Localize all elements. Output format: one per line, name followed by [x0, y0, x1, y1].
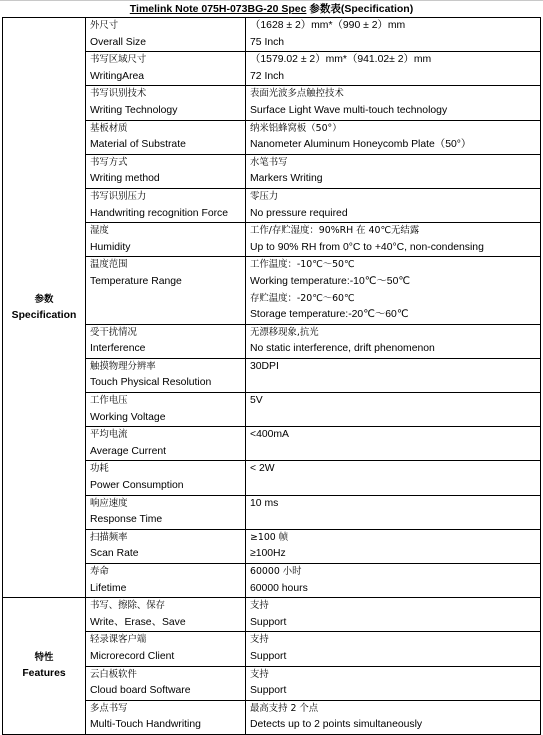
param-cell-microrecord-client	[86, 632, 246, 666]
value-line: Markers Writing	[250, 173, 323, 185]
value-line: Support	[250, 650, 287, 662]
param-name-zh: 轻录课客户端	[90, 634, 147, 646]
param-cell-touch-physical-resolution	[86, 358, 246, 392]
value-line: 72 Inch	[250, 70, 285, 82]
value-line: Nanometer Aluminum Honeycomb Plate（50°）	[250, 139, 472, 151]
param-name-zh: 书写方式	[90, 156, 128, 168]
value-line: 工作/存贮湿度：90%RH 在 40℃无结露	[250, 225, 420, 237]
value-line: 纳米铝蜂窝板（50°）	[250, 122, 342, 134]
value-cell-lifetime	[246, 564, 541, 598]
value-line: < 2W	[250, 463, 275, 475]
value-cell-average-current	[246, 427, 541, 461]
value-cell-multi-touch-handwriting	[246, 700, 541, 734]
param-name-zh: 书写识别技术	[90, 88, 147, 100]
param-name-zh: 书写、擦除、保存	[90, 600, 166, 612]
top-border-line	[0, 0, 543, 1]
value-line: Support	[250, 616, 287, 628]
value-cell-material-of-substrate	[246, 120, 541, 154]
value-line: 工作温度：-10℃～50℃	[250, 259, 355, 271]
value-line: 10 ms	[250, 497, 279, 509]
param-cell-handwriting-recognition-force	[86, 188, 246, 222]
param-name-en: Material of Substrate	[90, 139, 186, 151]
param-name-zh: 工作电压	[90, 395, 128, 407]
param-name-en: Temperature Range	[90, 275, 182, 287]
value-cell-temperature-range	[246, 257, 541, 324]
param-cell-scan-rate	[86, 529, 246, 563]
param-cell-writing-technology	[86, 86, 246, 120]
value-line: 支持	[250, 600, 269, 612]
param-name-zh: 扫描频率	[90, 531, 128, 543]
value-line: 60000 hours	[250, 582, 308, 594]
param-name-en: Writing Technology	[90, 104, 178, 116]
param-name-zh: 基板材质	[90, 122, 128, 134]
document-title	[0, 3, 543, 16]
value-line: No static interference, drift phenomenon	[250, 343, 435, 355]
value-line	[250, 444, 540, 461]
value-line: （1628 ± 2）mm*（990 ± 2）mm	[250, 20, 406, 31]
param-cell-writing-method	[86, 154, 246, 188]
param-name-en: Average Current	[90, 445, 167, 457]
param-cell-temperature-range	[86, 257, 246, 324]
spec-row	[3, 18, 541, 52]
group-label-zh: 特性	[34, 652, 54, 664]
param-name-zh: 湿度	[90, 225, 109, 237]
param-name-en: Working Voltage	[90, 411, 166, 423]
param-name-en: Touch Physical Resolution	[90, 377, 212, 389]
param-cell-material-of-substrate	[86, 120, 246, 154]
param-name-en: Multi-Touch Handwriting	[90, 719, 201, 731]
value-line: （1579.02 ± 2）mm*（941.02± 2）mm	[250, 54, 432, 66]
value-cell-writingarea	[246, 52, 541, 86]
value-cell-humidity	[246, 223, 541, 257]
value-cell-writing-method	[246, 154, 541, 188]
value-line	[250, 512, 540, 529]
value-line: 水笔书写	[250, 156, 288, 168]
value-line: 最高支持 2 个点	[250, 702, 319, 714]
param-name-zh: 温度范围	[90, 259, 128, 271]
param-cell-response-time	[86, 495, 246, 529]
param-name-en: Overall Size	[90, 36, 147, 48]
param-name-en: Scan Rate	[90, 548, 139, 560]
param-name-en: Cloud board Software	[90, 685, 191, 697]
value-cell-interference	[246, 324, 541, 358]
value-line: No pressure required	[250, 207, 348, 219]
param-name-zh: 触摸物理分辨率	[90, 360, 156, 372]
document-title-model: Timelink Note 075H-073BG-20 Spec	[129, 3, 307, 15]
group-label-en: Features	[22, 668, 66, 680]
value-line: 零压力	[250, 190, 279, 202]
param-name-zh: 书写区域尺寸	[90, 54, 147, 66]
param-name-zh: 平均电流	[90, 429, 128, 441]
value-line: Working temperature:-10℃～50℃	[250, 275, 411, 287]
param-cell-working-voltage	[86, 393, 246, 427]
param-cell-multi-touch-handwriting	[86, 700, 246, 734]
value-line: 5V	[250, 395, 263, 407]
param-name-en: Interference	[90, 343, 146, 355]
value-line: Storage temperature:-20℃～60℃	[250, 309, 409, 321]
param-cell-overall-size	[86, 18, 246, 52]
param-name-zh: 受干扰情况	[90, 326, 137, 338]
param-name-en: Response Time	[90, 514, 163, 526]
param-cell-average-current	[86, 427, 246, 461]
value-line: 30DPI	[250, 360, 279, 372]
param-name-zh: 寿命	[90, 566, 109, 577]
value-line: Support	[250, 685, 287, 697]
value-cell-microrecord-client	[246, 632, 541, 666]
param-name-zh: 功耗	[90, 463, 109, 475]
value-cell-handwriting-recognition-force	[246, 188, 541, 222]
group-label-features	[3, 598, 86, 735]
value-line	[250, 410, 540, 427]
value-cell-cloud-board-software	[246, 666, 541, 700]
value-cell-scan-rate	[246, 529, 541, 563]
value-line: 75 Inch	[250, 36, 285, 48]
param-name-zh: 书写识别压力	[90, 190, 147, 202]
group-label-specification	[3, 18, 86, 598]
param-cell-humidity	[86, 223, 246, 257]
param-name-zh: 云白板软件	[90, 668, 137, 680]
value-line: ≥100 帧	[250, 531, 289, 543]
param-name-zh: 外尺寸	[90, 20, 119, 31]
param-cell-lifetime	[86, 564, 246, 598]
param-name-en: WritingArea	[90, 70, 145, 82]
param-name-zh: 多点书写	[90, 702, 128, 714]
param-name-en: Microrecord Client	[90, 650, 175, 662]
param-cell-power-consumption	[86, 461, 246, 495]
param-cell-writingarea	[86, 52, 246, 86]
value-line: 支持	[250, 668, 269, 680]
value-line: Up to 90% RH from 0°C to +40°C, non-condensing	[250, 241, 484, 253]
value-cell-writing-technology	[246, 86, 541, 120]
value-cell-power-consumption	[246, 461, 541, 495]
param-name-en: Power Consumption	[90, 480, 184, 492]
value-line: ≥100Hz	[250, 548, 286, 560]
value-line: Surface Light Wave multi-touch technology	[250, 104, 448, 116]
document-title-suffix: 参数表(Specification)	[306, 3, 414, 15]
value-cell-touch-physical-resolution	[246, 358, 541, 392]
value-line: 表面光波多点触控技术	[250, 88, 344, 100]
group-label-zh: 参数	[34, 293, 54, 305]
param-cell-cloud-board-software	[86, 666, 246, 700]
param-name-en: Humidity	[90, 241, 131, 253]
value-line: 无漂移现象,抗光	[250, 326, 319, 338]
param-name-en: Writing method	[90, 173, 160, 185]
value-cell-write-erase-save	[246, 598, 541, 632]
value-line: 支持	[250, 634, 269, 646]
value-cell-response-time	[246, 495, 541, 529]
param-cell-write-erase-save	[86, 598, 246, 632]
value-line	[250, 478, 540, 495]
value-line: 60000 小时	[250, 566, 302, 577]
param-name-en: Lifetime	[90, 582, 127, 594]
param-name-en: Write、Erase、Save	[90, 616, 186, 628]
value-cell-working-voltage	[246, 393, 541, 427]
param-cell-interference	[86, 324, 246, 358]
param-name-zh: 响应速度	[90, 497, 128, 509]
value-cell-overall-size	[246, 18, 541, 52]
value-line	[250, 375, 540, 392]
spec-row	[3, 598, 541, 632]
spec-table	[2, 17, 541, 735]
value-line: 存贮温度：-20℃～60℃	[250, 292, 355, 304]
value-line: Detects up to 2 points simultaneously	[250, 719, 423, 731]
param-name-en: Handwriting recognition Force	[90, 207, 229, 219]
value-line: <400mA	[250, 429, 289, 441]
group-label-en: Specification	[11, 309, 77, 321]
